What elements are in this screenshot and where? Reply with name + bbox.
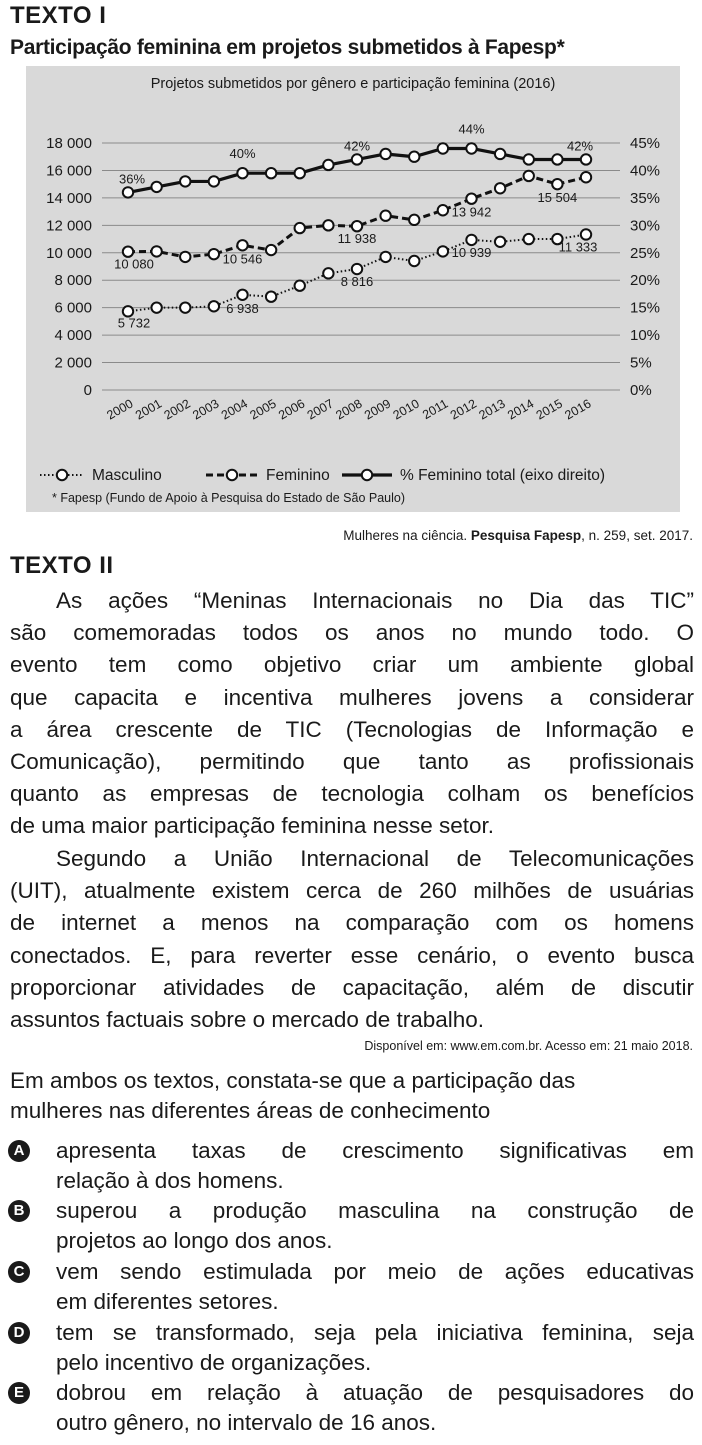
- y-right-tick-label: 45%: [630, 135, 661, 152]
- data-point: [409, 256, 419, 266]
- source-prefix: Mulheres na ciência.: [343, 528, 471, 543]
- question-line: Em ambos os textos, constata-se que a participação das: [10, 1068, 576, 1093]
- y-left-tick-label: 2 000: [54, 354, 92, 372]
- data-point: [352, 154, 362, 164]
- option-line-2: relação à dos homens.: [56, 1168, 284, 1193]
- data-label: 5 732: [117, 315, 151, 331]
- data-point: [123, 187, 133, 197]
- option-line-2: outro gênero, no intervalo de 16 anos.: [56, 1410, 437, 1435]
- option-line-2: pelo incentivo de organizações.: [56, 1350, 372, 1375]
- option-text: [56, 1257, 694, 1317]
- data-label: 44%: [458, 121, 485, 137]
- data-label: 40%: [229, 146, 256, 162]
- y-left-tick-label: 16 000: [46, 162, 92, 180]
- data-point: [209, 249, 219, 259]
- data-label: 8 816: [340, 274, 374, 290]
- data-point: [237, 290, 247, 300]
- data-point: [180, 176, 190, 186]
- paragraph-line: que capacita e incentiva mulheres jovens a considerar: [10, 684, 694, 710]
- data-label: 11 333: [558, 239, 598, 255]
- option-line-1: dobrou em relação à atuação de pesquisadores do: [56, 1380, 694, 1405]
- data-point: [581, 172, 591, 182]
- option-line-1: vem sendo estimulada por meio de ações educativas: [56, 1259, 694, 1284]
- texto-2-paragraph-2: [10, 843, 694, 1036]
- data-label: 42%: [343, 138, 371, 154]
- legend-label: Masculino: [92, 467, 162, 484]
- data-label: 11 938: [337, 231, 377, 247]
- x-tick-label: 2010: [390, 396, 422, 423]
- y-left-tick-label: 12 000: [46, 217, 92, 235]
- data-point: [409, 215, 419, 225]
- option-c[interactable]: [8, 1257, 694, 1317]
- y-right-tick-label: 15%: [630, 299, 661, 317]
- x-tick-label: 2015: [533, 396, 565, 423]
- data-point: [123, 246, 133, 256]
- option-letter-badge: A: [8, 1140, 30, 1162]
- line-chart: [26, 66, 680, 512]
- data-point: [380, 252, 390, 262]
- legend-marker: [57, 470, 67, 480]
- data-point: [266, 245, 276, 255]
- option-line-1: apresenta taxas de crescimento significativas em: [56, 1138, 694, 1163]
- chart-title: Projetos submetidos por gênero e participação feminina (2016): [150, 76, 556, 92]
- data-point: [237, 240, 247, 250]
- data-point: [524, 234, 534, 244]
- data-point: [409, 152, 419, 162]
- data-point: [466, 143, 476, 153]
- texto-1-heading: TEXTO I: [10, 2, 107, 29]
- y-left-tick-label: 8 000: [54, 272, 92, 290]
- figure-title: Participação feminina em projetos submetidos à Fapesp*: [10, 36, 565, 59]
- data-point: [151, 182, 161, 192]
- data-point: [151, 302, 161, 312]
- data-point: [266, 168, 276, 178]
- x-tick-label: 2014: [505, 396, 537, 423]
- x-tick-label: 2012: [447, 396, 479, 423]
- question-line: mulheres nas diferentes áreas de conhecimento: [10, 1098, 491, 1123]
- legend-marker: [362, 470, 372, 480]
- x-tick-label: 2007: [304, 396, 336, 423]
- x-tick-label: 2006: [276, 396, 308, 423]
- x-tick-label: 2016: [562, 396, 594, 423]
- data-point: [552, 154, 562, 164]
- option-text: [56, 1378, 694, 1438]
- paragraph-line: Segundo a União Internacional de Telecomunicações: [56, 846, 694, 871]
- data-point: [380, 149, 390, 159]
- data-point: [495, 183, 505, 193]
- y-right-tick-label: 25%: [630, 244, 661, 262]
- chart-panel: [26, 66, 680, 512]
- option-e[interactable]: [8, 1378, 694, 1438]
- y-left-tick-label: 14 000: [46, 189, 92, 207]
- paragraph-line: proporcionar atividades de capacitação, além de discutir: [10, 974, 694, 1000]
- data-point: [352, 264, 362, 274]
- data-point: [380, 211, 390, 221]
- data-point: [323, 160, 333, 170]
- data-point: [352, 221, 362, 231]
- legend-marker: [227, 470, 237, 480]
- data-label: 10 546: [222, 251, 263, 267]
- paragraph-line: conectados. E, para reverter esse cenário, o evento busca: [10, 942, 694, 968]
- option-line-1: superou a produção masculina na construção de: [56, 1198, 694, 1223]
- x-tick-label: 2001: [133, 396, 165, 423]
- option-text: [56, 1196, 694, 1256]
- paragraph-line: assuntos factuais sobre o mercado de trabalho.: [10, 1007, 485, 1033]
- paragraph-line: quanto as empresas de tecnologia colham os benefícios: [10, 781, 694, 807]
- data-point: [295, 281, 305, 291]
- x-tick-label: 2000: [104, 396, 136, 423]
- x-tick-label: 2011: [420, 396, 451, 423]
- option-text: [56, 1136, 694, 1196]
- paragraph-line: de uma maior participação feminina nesse setor.: [10, 813, 495, 839]
- data-label: 13 942: [451, 204, 492, 220]
- paragraph-line: Comunicação), permitindo que tanto as profissionais: [10, 749, 694, 775]
- source-suffix: , n. 259, set. 2017.: [581, 528, 693, 543]
- data-label: 6 938: [226, 300, 259, 316]
- data-point: [495, 237, 505, 247]
- texto-2-paragraph-1: [10, 585, 694, 843]
- chart-footnote: * Fapesp (Fundo de Apoio à Pesquisa do Estado de São Paulo): [52, 491, 406, 505]
- data-point: [552, 179, 562, 189]
- data-point: [209, 301, 219, 311]
- data-point: [581, 154, 591, 164]
- y-left-tick-label: 6 000: [54, 299, 92, 317]
- texto-1-source: [343, 528, 693, 543]
- texto-2-heading: TEXTO II: [10, 552, 114, 579]
- data-point: [295, 223, 305, 233]
- data-point: [151, 246, 161, 256]
- data-label: 42%: [566, 138, 594, 154]
- legend-label: % Feminino total (eixo direito): [400, 467, 606, 484]
- y-right-tick-label: 0%: [630, 382, 652, 399]
- x-tick-label: 2009: [362, 396, 394, 423]
- data-point: [466, 193, 476, 203]
- option-letter-badge: E: [8, 1382, 30, 1404]
- data-point: [524, 154, 534, 164]
- data-label: 10 939: [451, 244, 492, 260]
- data-point: [438, 143, 448, 153]
- option-d[interactable]: [8, 1318, 694, 1378]
- data-point: [209, 176, 219, 186]
- paragraph-line: a área crescente de TIC (Tecnologias de Informação e: [10, 716, 694, 742]
- data-point: [180, 302, 190, 312]
- option-line-1: tem se transformado, seja pela iniciativa feminina, seja: [56, 1320, 694, 1345]
- y-right-tick-label: 40%: [630, 162, 661, 180]
- option-line-2: em diferentes setores.: [56, 1289, 279, 1314]
- option-text: [56, 1318, 694, 1378]
- y-left-tick-label: 10 000: [46, 244, 92, 262]
- option-letter-badge: D: [8, 1322, 30, 1344]
- data-point: [438, 205, 448, 215]
- option-letter-badge: C: [8, 1261, 30, 1283]
- option-a[interactable]: [8, 1136, 694, 1196]
- y-right-tick-label: 20%: [630, 272, 661, 290]
- paragraph-line: de internet a menos na comparação com os homens: [10, 910, 694, 936]
- y-right-tick-label: 10%: [630, 327, 661, 345]
- data-point: [495, 149, 505, 159]
- data-point: [323, 268, 333, 278]
- option-b[interactable]: [8, 1196, 694, 1256]
- source-journal: Pesquisa Fapesp: [470, 528, 582, 543]
- y-right-tick-label: 35%: [630, 189, 661, 207]
- paragraph-line: evento tem como objetivo criar um ambiente global: [10, 652, 694, 678]
- x-tick-label: 2013: [476, 396, 508, 423]
- data-point: [180, 252, 190, 262]
- y-right-tick-label: 5%: [630, 354, 652, 372]
- data-point: [323, 220, 333, 230]
- y-left-tick-label: 0: [83, 382, 92, 399]
- option-line-2: projetos ao longo dos anos.: [56, 1228, 333, 1253]
- paragraph-line: As ações “Meninas Internacionais no Dia das TIC”: [56, 588, 694, 613]
- x-tick-label: 2002: [161, 396, 193, 423]
- option-letter-badge: B: [8, 1200, 30, 1222]
- data-point: [438, 246, 448, 256]
- y-right-tick-label: 30%: [630, 217, 661, 235]
- data-label: 15 504: [537, 190, 578, 206]
- data-point: [237, 168, 247, 178]
- y-left-tick-label: 18 000: [46, 135, 92, 152]
- data-point: [466, 235, 476, 245]
- paragraph-line: (UIT), atualmente existem cerca de 260 milhões de usuárias: [10, 878, 694, 904]
- data-point: [295, 168, 305, 178]
- x-tick-label: 2008: [333, 396, 365, 423]
- x-tick-label: 2005: [247, 396, 279, 423]
- data-point: [266, 291, 276, 301]
- legend-label: Feminino: [266, 467, 330, 484]
- paragraph-line: são comemoradas todos os anos no mundo todo. O: [10, 620, 694, 646]
- texto-2-source: Disponível em: www.em.com.br. Acesso em: 21 maio 2018.: [364, 1039, 693, 1053]
- data-label: 36%: [118, 171, 146, 187]
- data-label: 10 080: [114, 256, 154, 272]
- data-point: [524, 171, 534, 181]
- question-stem: [10, 1066, 694, 1126]
- x-tick-label: 2004: [218, 396, 250, 423]
- x-tick-label: 2003: [190, 396, 222, 423]
- y-left-tick-label: 4 000: [54, 327, 92, 345]
- data-point: [581, 229, 591, 239]
